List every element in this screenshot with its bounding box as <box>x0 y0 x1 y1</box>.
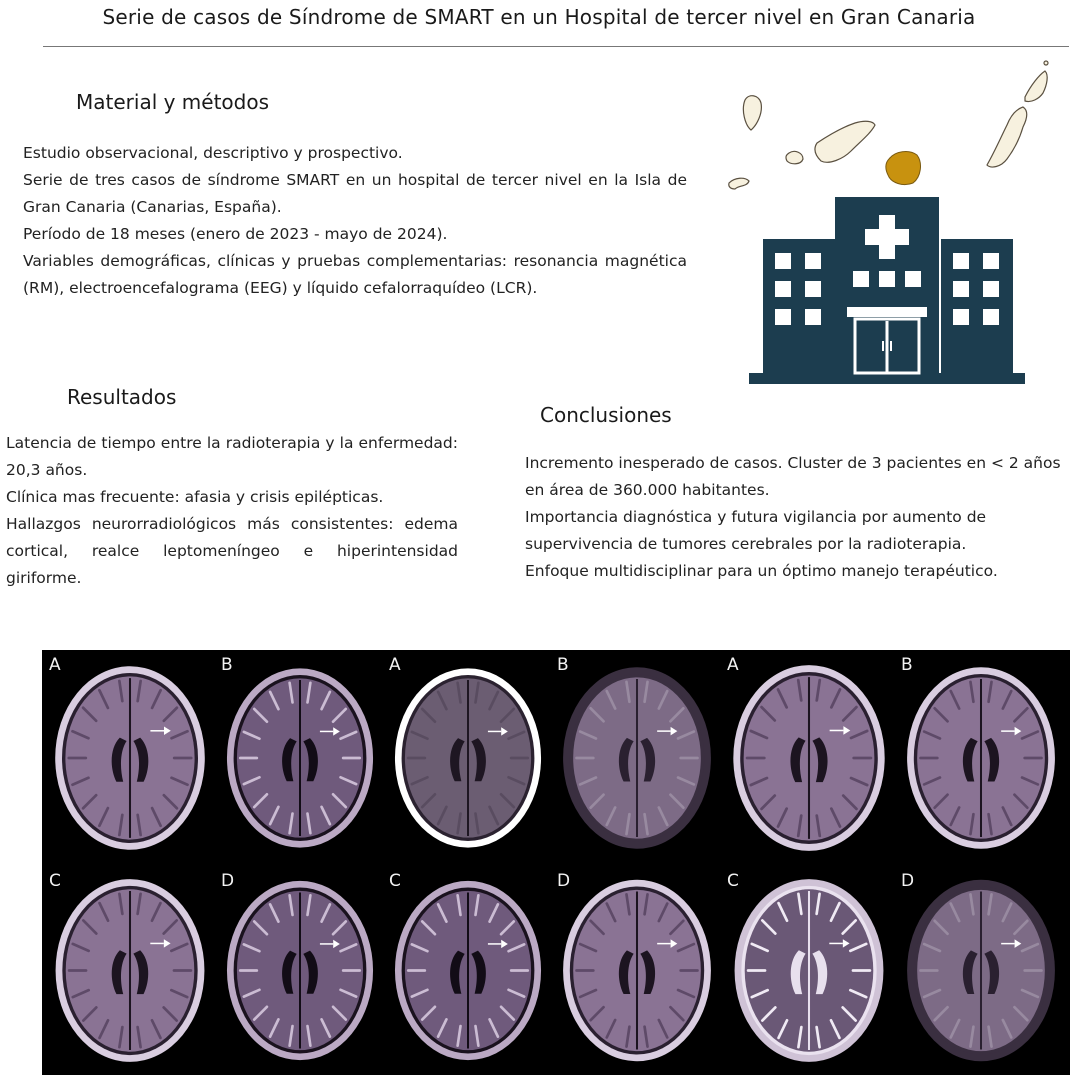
brain-scan-icon <box>217 653 383 863</box>
panel-letter: C <box>389 871 401 891</box>
conclusions-text <box>525 450 1065 585</box>
methods-paragraph: Período de 18 meses (enero de 2023 - mayo de 2024). <box>23 225 448 243</box>
panel-letter: C <box>727 871 739 891</box>
panel-letter: D <box>221 871 235 891</box>
lanzarote-island <box>1025 71 1047 102</box>
results-paragraph: Latencia de tiempo entre la radioterapia y la enfermedad: 20,3 años. <box>6 434 458 479</box>
panel-letter: B <box>557 655 569 675</box>
methods-paragraph: Estudio observacional, descriptivo y prospectivo. <box>23 144 403 162</box>
scan-panel <box>217 653 383 863</box>
brain-scan-icon <box>45 653 215 863</box>
scan-panel <box>217 869 383 1072</box>
scan-panel <box>45 653 215 863</box>
poster-title: Serie de casos de Síndrome de SMART en un Hospital de tercer nivel en Gran Canaria <box>102 5 976 29</box>
el-hierro-island <box>729 178 749 189</box>
conclusions-heading: Conclusiones <box>540 403 672 427</box>
brain-scan-icon <box>897 869 1065 1072</box>
brain-scan-icon <box>217 869 383 1072</box>
panel-letter: D <box>557 871 571 891</box>
scan-panel <box>897 869 1065 1072</box>
methods-heading: Material y métodos <box>76 90 270 114</box>
brain-scan-icon <box>553 869 721 1072</box>
results-heading: Resultados <box>67 385 177 409</box>
panel-letter: A <box>389 655 401 675</box>
panel-letter: C <box>49 871 61 891</box>
brain-scan-icon <box>45 869 215 1072</box>
brain-scan-icon <box>553 653 721 863</box>
panel-letter: B <box>901 655 913 675</box>
gran-canaria-island <box>886 152 921 185</box>
conclusions-paragraph: Enfoque multidisciplinar para un óptimo manejo terapéutico. <box>525 562 998 580</box>
brain-scan-icon <box>385 653 551 863</box>
results-paragraph: Clínica mas frecuente: afasia y crisis epilépticas. <box>6 488 384 506</box>
la-gomera-island <box>786 151 803 163</box>
hospital-with-canary-islands-map-icon <box>725 55 1065 390</box>
brain-scan-icon <box>385 869 551 1072</box>
scan-panel <box>553 869 721 1072</box>
panel-letter: B <box>221 655 233 675</box>
brain-scan-icon <box>723 653 895 863</box>
methods-text <box>23 140 687 302</box>
conclusions-paragraph: Incremento inesperado de casos. Cluster de 3 pacientes en < 2 años en área de 360.000 habitantes. <box>525 454 1061 499</box>
conclusions-paragraph: Importancia diagnóstica y futura vigilancia por aumento de supervivencia de tumores cerebrales por la radioterapia. <box>525 508 987 553</box>
mri-image-grid <box>42 650 1070 1075</box>
scan-panel <box>385 869 551 1072</box>
brain-scan-icon <box>723 869 895 1072</box>
islet <box>1044 61 1048 65</box>
scan-panel <box>45 869 215 1072</box>
scan-panel <box>897 653 1065 863</box>
scan-panel <box>553 653 721 863</box>
scan-panel <box>723 653 895 863</box>
methods-paragraph: Variables demográficas, clínicas y pruebas complementarias: resonancia magnética (RM), electroencefalograma (EEG) y líquido cefalorraquídeo (LCR). <box>23 252 687 297</box>
results-text <box>6 430 458 592</box>
panel-letter: A <box>727 655 739 675</box>
fuerteventura-island <box>987 107 1027 167</box>
results-paragraph: Hallazgos neurorradiológicos más consistentes: edema cortical, realce leptomeníngeo e hiperintensidad giriforme. <box>6 515 458 587</box>
tenerife-island <box>815 121 875 162</box>
brain-scan-icon <box>897 653 1065 863</box>
methods-paragraph: Serie de tres casos de síndrome SMART en un hospital de tercer nivel en la Isla de Gran Canaria (Canarias, España). <box>23 171 687 216</box>
panel-letter: A <box>49 655 61 675</box>
scan-panel <box>385 653 551 863</box>
scan-panel <box>723 869 895 1072</box>
title-divider <box>43 46 1069 47</box>
la-palma-island <box>743 96 761 130</box>
panel-letter: D <box>901 871 915 891</box>
